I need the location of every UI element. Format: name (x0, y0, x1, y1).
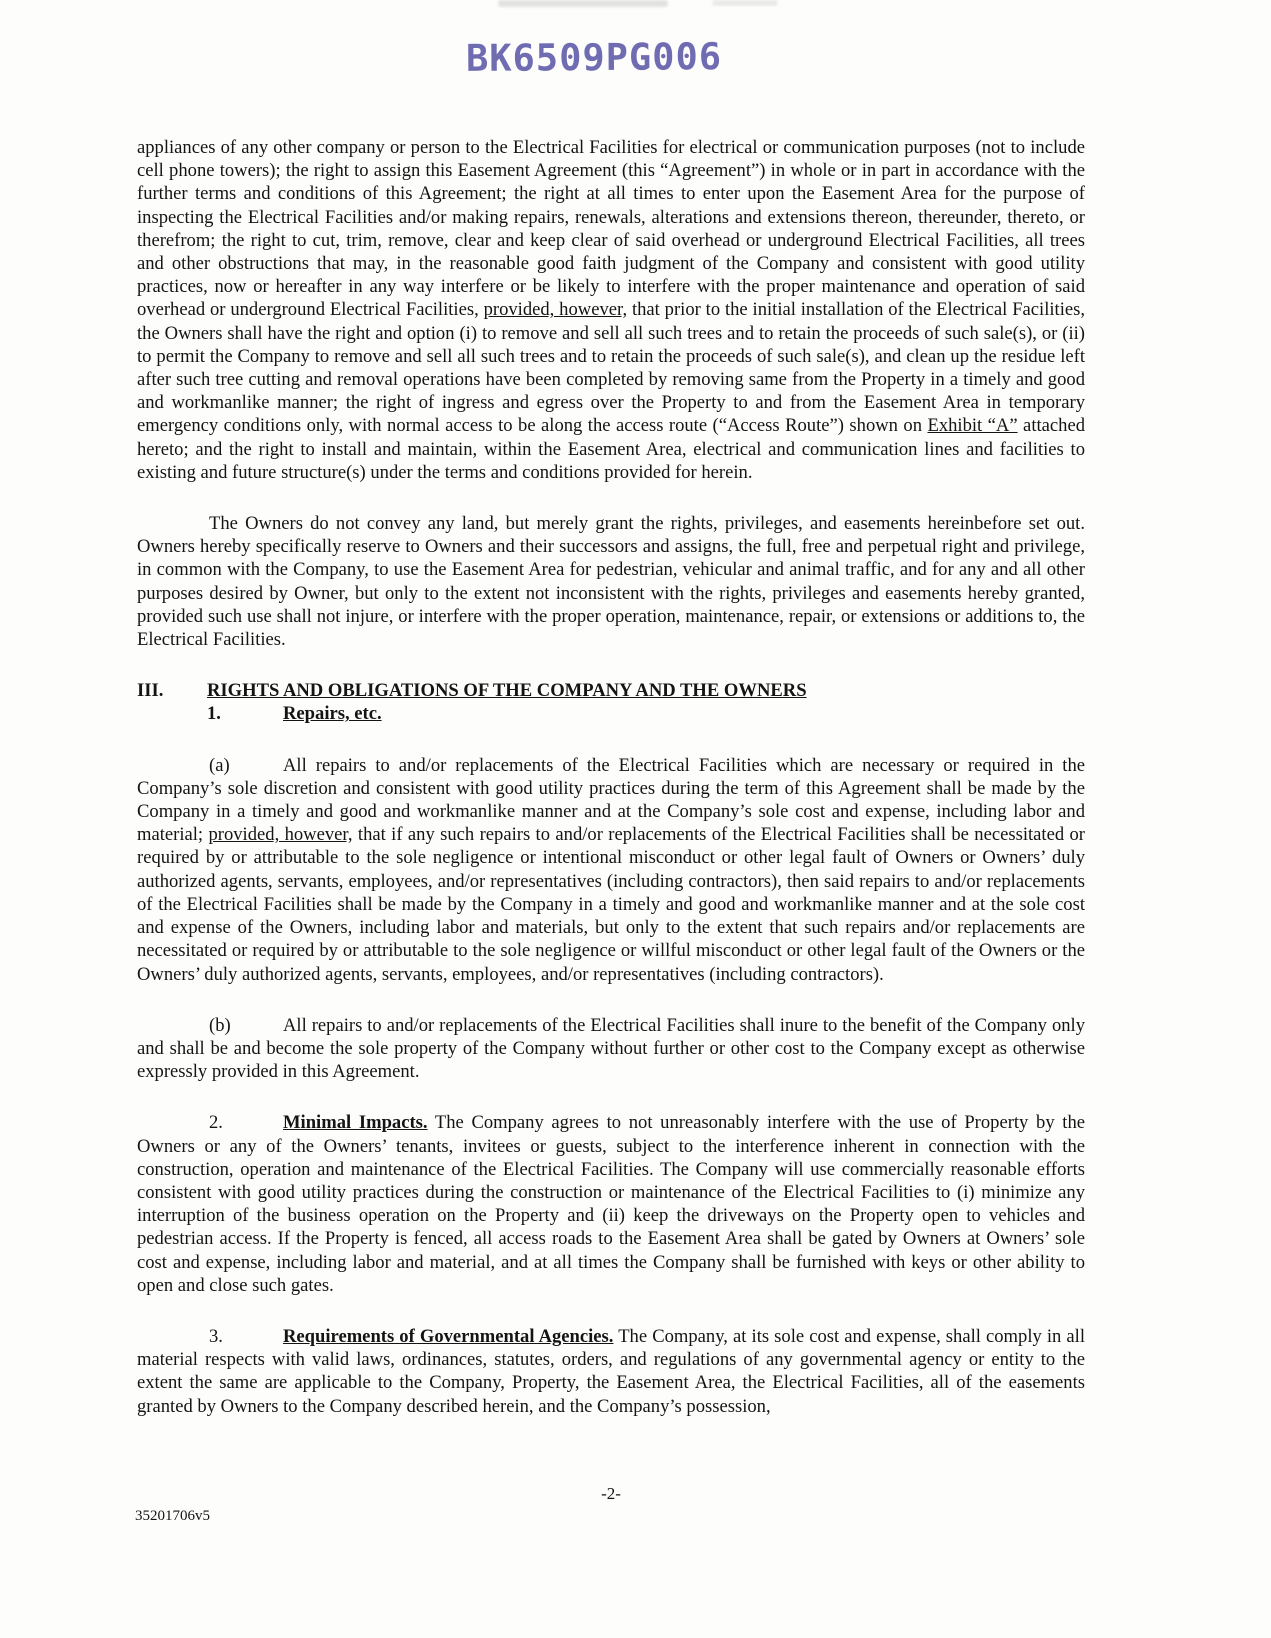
text-segment: provided, however, (483, 299, 628, 321)
text-segment: provided, however, (208, 824, 353, 846)
section-title: RIGHTS AND OBLIGATIONS OF THE COMPANY AND THE OWNERS (207, 680, 807, 702)
paragraph-number: 2. (209, 1112, 223, 1134)
text-segment: Requirements of Governmental Agencies. (283, 1325, 614, 1347)
text-segment: All repairs to and/or replacements of the Electrical Facilities which are necessary or required in the Company’s sole discretion and consistent with good utility practices during the term of this Agreement shall be made by the Company in a timely and good and workmanlike manner and at the Company’s sole cost and expense, including labor and material; (137, 754, 1085, 846)
scan-artifact (712, 0, 778, 6)
text-segment: All repairs to and/or replacements of the Electrical Facilities shall inure to the benefit of the Company only and shall be and become the sole property of the Company without further or other cost to the Company except as otherwise expressly provided in this Agreement. (137, 1014, 1085, 1083)
text-segment: The Company agrees to not unreasonably interfere with the use of Property by the Owners or any of the Owners’ tenants, invitees or guests, subject to the interference inherent in connection with the construction, operation and maintenance of the Electrical Facilities. The Company will use commercially reasonable efforts consistent with good utility practices during the construction or maintenance of the Electrical Facilities to (i) minimize any interruption of the business operation on the Property and (ii) keep the driveways on the Property open to vehicles and pedestrian access. If the Property is fenced, all access roads to the Easement Area shall be gated by Owners at Owners’ sole cost and expense, including labor and material, and at all times the Company shall be furnished with keys or other ability to open and close such gates. (137, 1112, 1085, 1296)
paragraph-number: (a) (209, 754, 230, 776)
section-number: III. (137, 680, 164, 702)
numbered-paragraph (137, 1111, 1085, 1297)
numbered-paragraph (137, 754, 1085, 986)
text-segment: The Company, at its sole cost and expense, shall comply in all material respects with valid laws, ordinances, statutes, orders, and regulations of any governmental agency or entity to the extent the same are applicable to the Company, Property, the Easement Area, the Electrical Facilities, all of the easements granted by Owners to the Company described herein, and the Company’s possession, (137, 1325, 1085, 1417)
text-segment: Exhibit “A” (927, 415, 1018, 437)
numbered-paragraph (137, 1014, 1085, 1084)
document-body (137, 136, 1085, 1446)
section-heading (137, 679, 1085, 702)
section-number: 1. (207, 703, 221, 725)
text-segment: appliances of any other company or person to the Electrical Facilities for electrical or communication purposes (not to include cell phone towers); the right to assign this Easement Agreement (this “Agreement”) in whole or in part in accordance with the further terms and conditions of this Agreement; the right at all times to enter upon the Easement Area for the purpose of inspecting the Electrical Facilities and/or making repairs, renewals, alterations and extensions thereon, thereunder, thereto, or therefrom; the right to cut, trim, remove, clear and keep clear of said overhead or underground Electrical Facilities, all trees and other obstructions that may, in the reasonable good faith judgment of the Company and consistent with good utility practices, now or hereafter in any way interfere or be likely to interfere with the proper maintenance and operation of said overhead or underground Electrical Facilities, (137, 137, 1085, 321)
paragraph (137, 512, 1085, 651)
page-number: -2- (601, 1484, 621, 1503)
text-segment: attached hereto; and the right to install and maintain, within the Easement Area, electrical and communication lines and facilities to existing and future structure(s) under the terms and conditions provided for herein. (137, 415, 1085, 483)
document-id-number: 35201706v5 (135, 1508, 210, 1524)
section-title: Repairs, etc. (283, 703, 382, 725)
scan-artifact (498, 0, 668, 7)
text-segment: The Owners do not convey any land, but merely grant the rights, privileges, and easements hereinbefore set out. Owners hereby specifically reserve to Owners and their successors and assigns, the full, free and perpetual right and privilege, in common with the Company, to use the Easement Area for pedestrian, vehicular and animal traffic, and for any and all other purposes desired by Owner, but only to the extent not inconsistent with the rights, privileges and easements hereby granted, provided such use shall not injure, or interfere with the proper operation, maintenance, repair, or extensions or additions to, the Electrical Facilities. (137, 513, 1085, 651)
subsection-heading (137, 702, 1085, 725)
text-segment: that prior to the initial installation of the Electrical Facilities, the Owners shall have the right and option (i) to remove and sell all such trees and to retain the proceeds of such sale(s), or (ii) to permit the Company to remove and sell all such trees and to retain the proceeds of such sale(s), and clean up the residue left after such tree cutting and removal operations have been completed by removing same from the Property in a timely and good and workmanlike manner; the right of ingress and egress over the Property to and from the Easement Area in temporary emergency conditions only, with normal access to be along the access route (“Access Route”) shown on (137, 299, 1086, 437)
paragraph-number: 3. (209, 1325, 223, 1347)
paragraph-number: (b) (209, 1014, 231, 1036)
text-segment: Minimal Impacts. (283, 1112, 428, 1134)
book-page-stamp: BK6509PG006 (465, 35, 723, 80)
paragraph (137, 136, 1085, 484)
text-segment: that if any such repairs to and/or replacements of the Electrical Facilities shall be necessitated or required by or attributable to the sole negligence or intentional misconduct or other legal fault of Owners or Owners’ duly authorized agents, servants, employees, and/or representatives (including contractors), then said repairs to and/or replacements of the Electrical Facilities shall be made by the Company in a timely and good and workmanlike manner and at the sole cost and expense of the Owners, including labor and materials, but only to the extent that such repairs and/or replacements are necessitated or required by or attributable to the sole negligence or willful misconduct or other legal fault of the Owners or the Owners’ duly authorized agents, servants, employees, and/or representatives (including contractors). (137, 824, 1085, 985)
numbered-paragraph (137, 1325, 1085, 1418)
